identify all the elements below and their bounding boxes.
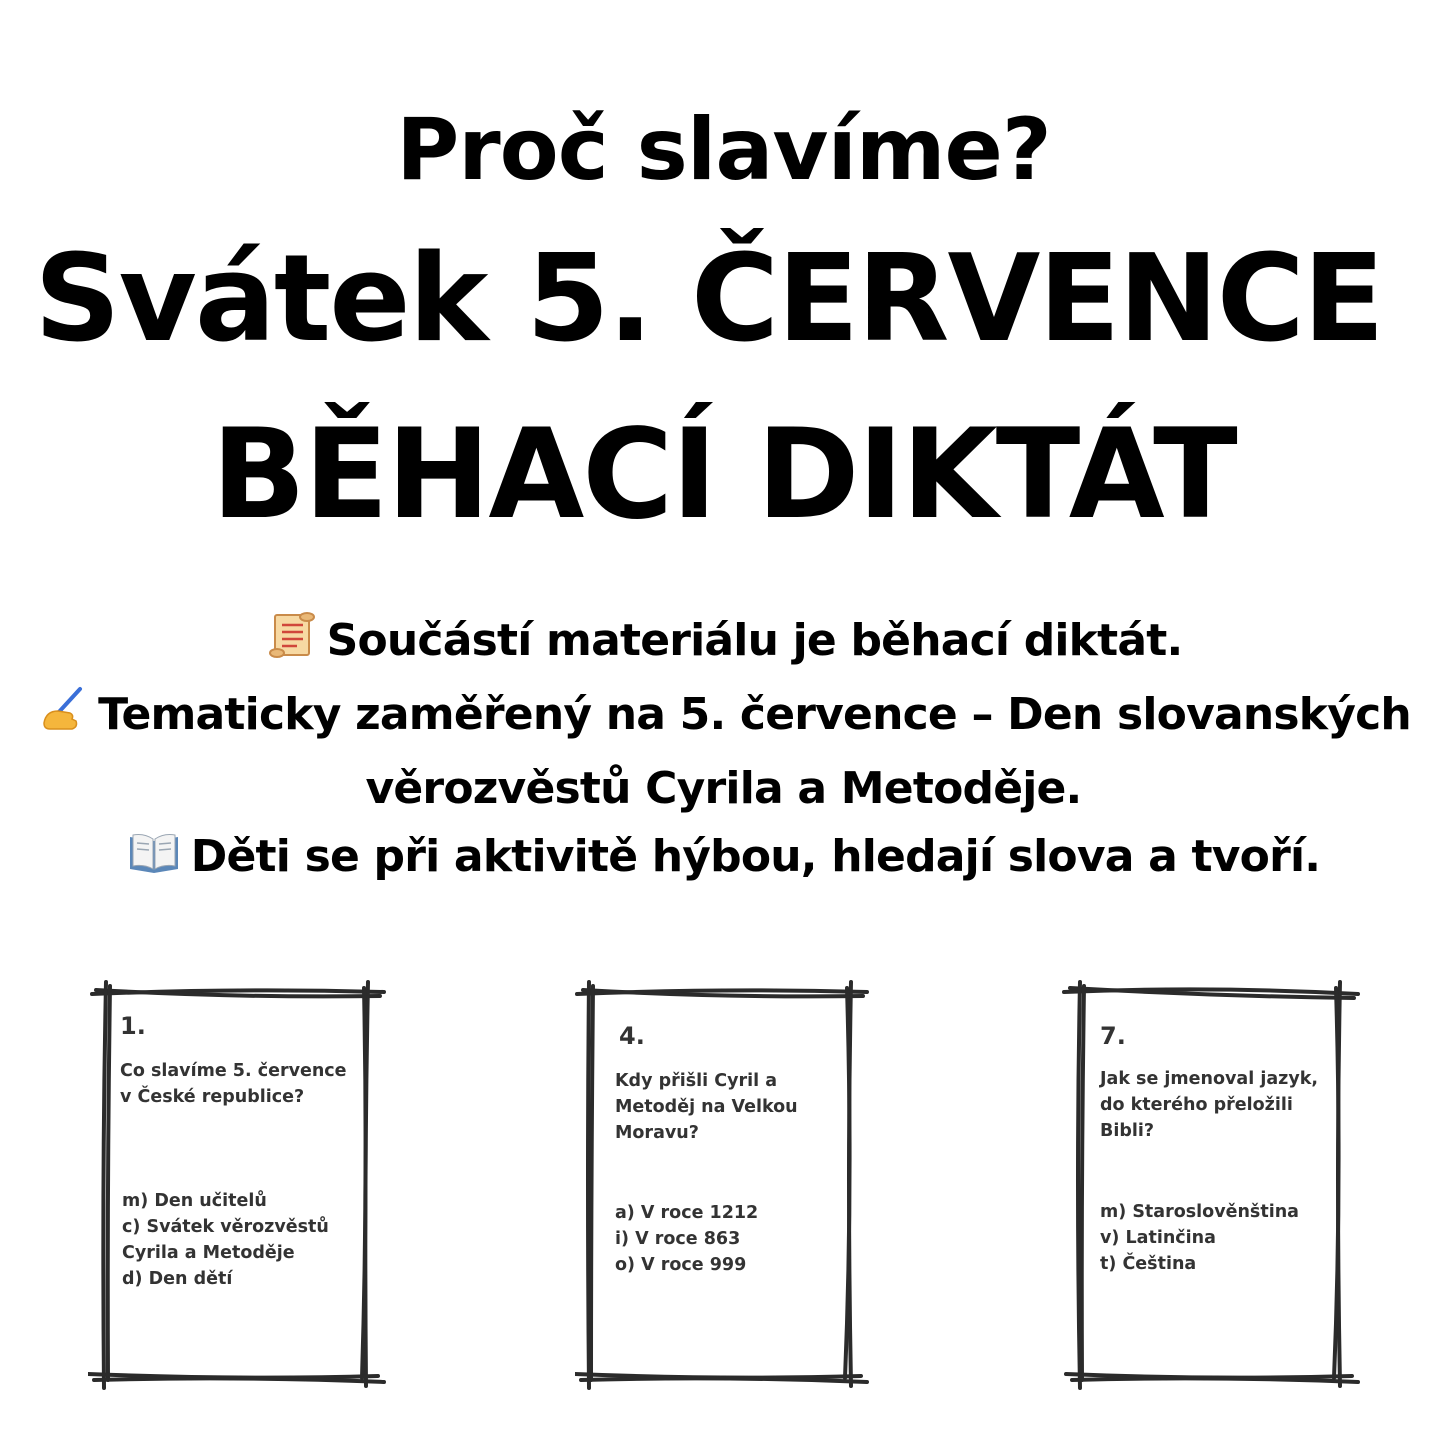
page-title-line2: Svátek 5. ČERVENCE [34,230,1383,369]
option-line: c) Svátek věrozvěstů [122,1217,329,1237]
option-line: i) V roce 863 [615,1229,741,1249]
description-text-3: věrozvěstů Cyrila a Metoděje. [365,763,1082,814]
question-line: Bibli? [1100,1121,1155,1141]
sketch-frame [88,978,388,1393]
writing-hand-icon [36,683,88,755]
question-line: Metoděj na Velkou [615,1097,798,1117]
description-text-4: Děti se při aktivitě hýbou, hledají slova a tvoří. [190,831,1321,882]
page-title-line1: Proč slavíme? [396,100,1051,200]
card-question [615,1068,798,1146]
description-block [0,607,1447,897]
description-text-2: Tematicky zaměřený na 5. července – Den slovanských [98,689,1411,740]
question-line: v České republice? [120,1087,305,1107]
option-line: m) Staroslověnština [1100,1202,1299,1222]
description-line-3 [0,755,1447,823]
question-line: Jak se jmenoval jazyk, [1100,1069,1319,1089]
description-line-4 [0,823,1447,897]
option-line: o) V roce 999 [615,1255,747,1275]
question-card-4 [575,978,875,1393]
question-line: Co slavíme 5. července [120,1061,347,1081]
question-line: Moravu? [615,1123,699,1143]
option-line: t) Čeština [1100,1254,1197,1274]
question-line: do kterého přeložili [1100,1095,1293,1115]
scroll-icon [265,609,317,681]
card-number: 4. [619,1022,645,1050]
open-book-icon [127,829,181,897]
option-line: v) Latinčina [1100,1228,1216,1248]
description-text-1: Součástí materiálu je běhací diktát. [326,615,1183,666]
option-line: m) Den učitelů [122,1191,267,1211]
card-options [615,1200,758,1278]
description-line-2 [0,681,1447,755]
card-options [122,1188,329,1292]
card-number: 1. [120,1012,146,1040]
option-line: Cyrila a Metoděje [122,1243,295,1263]
option-line: d) Den dětí [122,1269,233,1289]
description-line-1 [0,607,1447,681]
card-number: 7. [1100,1022,1126,1050]
question-line: Kdy přišli Cyril a [615,1071,778,1091]
card-question [120,1058,347,1110]
option-line: a) V roce 1212 [615,1203,759,1223]
card-question [1100,1066,1318,1144]
page-title-line3: BĚHACÍ DIKTÁT [211,403,1236,547]
question-card-1 [88,978,388,1393]
card-options [1100,1199,1299,1277]
question-card-7 [1062,978,1362,1393]
